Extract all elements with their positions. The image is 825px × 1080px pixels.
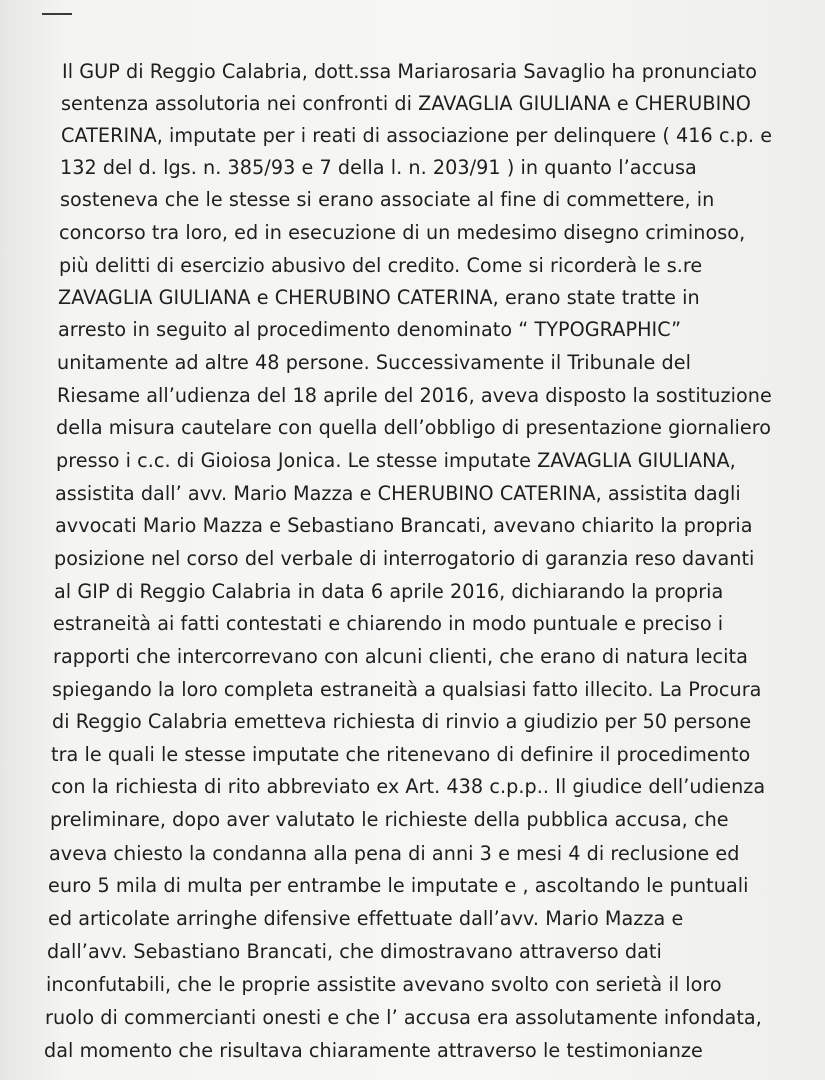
text-line: CATERINA, imputate per i reati di associazione per delinquere ( 416 c.p. e — [61, 124, 773, 147]
text-line: aveva chiesto la condanna alla pena di anni 3 e mesi 4 di reclusione ed — [49, 842, 740, 865]
text-line: Il GUP di Reggio Calabria, dott.ssa Mariarosaria Savaglio ha pronunciato — [62, 60, 758, 83]
text-line: ruolo di commercianti onesti e che l’ accusa era assolutamente infondata, — [45, 1006, 762, 1029]
text-line: 132 del d. lgs. n. 385/93 e 7 della l. n. 203/91 ) in quanto l’accusa — [60, 156, 697, 179]
text-line: spiegando la loro completa estraneità a qualsiasi fatto illecito. La Procura — [52, 678, 762, 701]
text-line: ed articolate arringhe difensive effettuate dall’avv. Mario Mazza e — [48, 907, 684, 930]
text-line: assistita dall’ avv. Mario Mazza e CHERUBINO CATERINA, assistita dagli — [55, 482, 741, 505]
text-line: inconfutabili, che le proprie assistite avevano svolto con serietà il loro — [46, 973, 722, 996]
text-line: estraneità ai fatti contestati e chiarendo in modo puntuale e preciso i — [53, 612, 724, 635]
text-line: concorso tra loro, ed in esecuzione di un medesimo disegno criminoso, — [59, 221, 746, 244]
text-line: sosteneva che le stesse si erano associate al fine di commettere, in — [60, 188, 715, 211]
text-line: euro 5 mila di multa per entrambe le imputate e , ascoltando le puntuali — [48, 874, 749, 897]
text-line: al GIP di Reggio Calabria in data 6 aprile 2016, dichiarando la propria — [54, 580, 724, 603]
text-line: dall’avv. Sebastiano Brancati, che dimostravano attraverso dati — [47, 940, 662, 963]
text-line: presso i c.c. di Gioiosa Jonica. Le stesse imputate ZAVAGLIA GIULIANA, — [56, 449, 736, 472]
text-line: Riesame all’udienza del 18 aprile del 2016, aveva disposto la sostituzione — [57, 384, 772, 407]
text-line: arresto in seguito al procedimento denominato “ TYPOGRAPHIC” — [58, 318, 682, 341]
text-line: della misura cautelare con quella dell’obbligo di presentazione giornaliero — [56, 416, 772, 439]
text-line: tra le quali le stesse imputate che ritenevano di definire il procedimento — [51, 743, 751, 766]
text-line: unitamente ad altre 48 persone. Successivamente il Tribunale del — [57, 351, 691, 374]
text-line: dal momento che risultava chiaramente attraverso le testimonianze — [44, 1039, 703, 1062]
text-line: avvocati Mario Mazza e Sebastiano Brancati, avevano chiarito la propria — [55, 514, 753, 537]
text-line: rapporti che intercorrevano con alcuni clienti, che erano di natura lecita — [53, 645, 748, 668]
text-line: di Reggio Calabria emetteva richiesta di rinvio a giudizio per 50 persone — [52, 710, 752, 733]
text-line: più delitti di esercizio abusivo del credito. Come si ricorderà le s.re — [59, 254, 703, 277]
text-line: ZAVAGLIA GIULIANA e CHERUBINO CATERINA, erano state tratte in — [58, 286, 700, 309]
text-line: con la richiesta di rito abbreviato ex Art. 438 c.p.p.. Il giudice dell’udienza — [51, 775, 766, 798]
text-line: posizione nel corso del verbale di interrogatorio di garanzia reso davanti — [54, 547, 755, 570]
text-line: sentenza assolutoria nei confronti di ZAVAGLIA GIULIANA e CHERUBINO — [61, 92, 751, 115]
text-line: preliminare, dopo aver valutato le richieste della pubblica accusa, che — [50, 808, 729, 831]
